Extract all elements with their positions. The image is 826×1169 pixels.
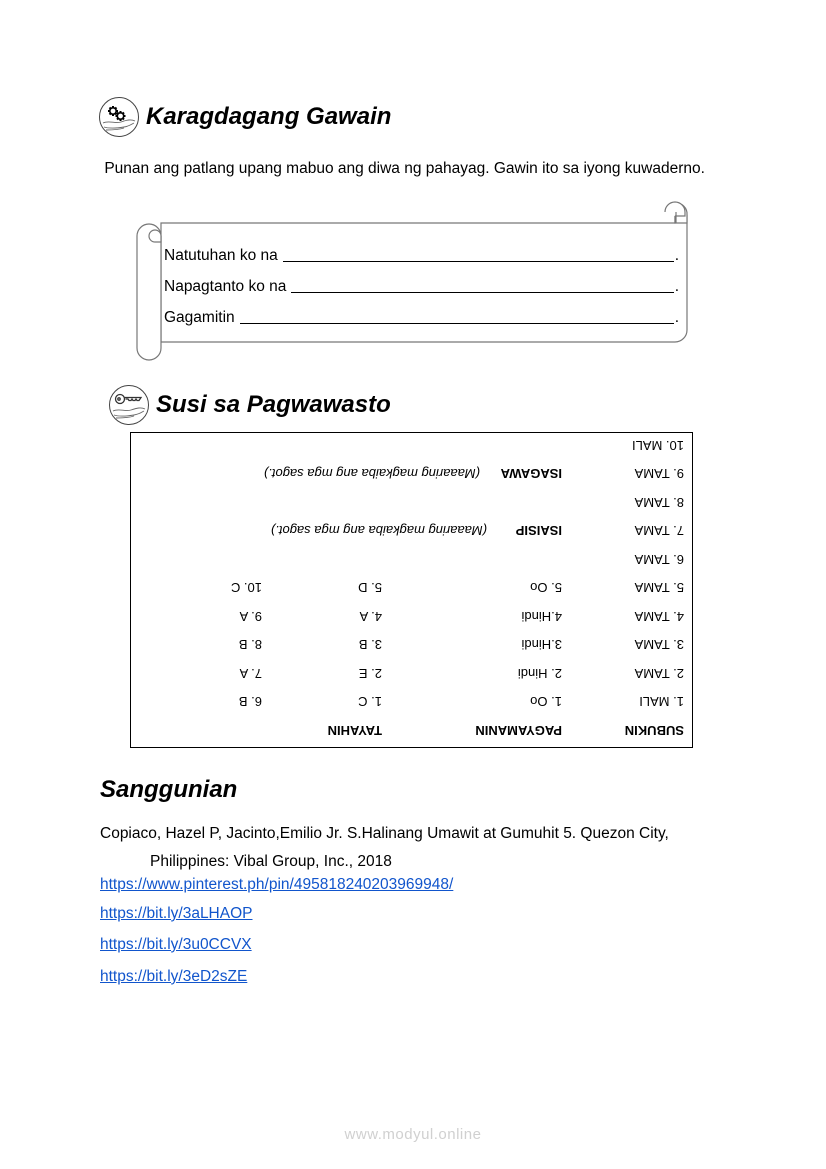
reference-link[interactable]: https://bit.ly/3eD2sZE [100, 968, 248, 985]
citation-line: Copiaco, Hazel P, Jacinto,Emilio Jr. S.Halinang Umawit at Gumuhit 5. Quezon City, [100, 825, 669, 842]
subukin-cell: 7. TAMA [634, 523, 684, 539]
prompt-period: . [674, 309, 679, 326]
answer-key-rotated [131, 433, 692, 747]
pagyamanin-cell: 5. Oo [530, 580, 562, 596]
activity-scroll [133, 198, 693, 368]
reference-link[interactable]: https://www.pinterest.ph/pin/495818240203969948/ [100, 876, 454, 893]
prompt-label: Natutuhan ko na [164, 247, 278, 264]
instructions-text: Punan ang patlang upang mabuo ang diwa ng pahayag. Gawin ito sa iyong kuwaderno. [104, 160, 705, 177]
prompt-line [164, 234, 679, 265]
pagyamanin-cell: 2. Hindi [517, 666, 562, 681]
subukin-cell: 9. TAMA [634, 466, 684, 482]
subukin-cell: 2. TAMA [634, 666, 684, 681]
subukin-cell: 6. TAMA [634, 552, 684, 567]
prompt-line [164, 265, 679, 296]
references-title: Sanggunian [100, 776, 238, 803]
activity-title: Karagdagang Gawain [146, 103, 392, 130]
tayahin-cell-2: 7. A [239, 666, 262, 681]
pagyamanin-cell: 4.Hindi [521, 609, 562, 624]
subukin-cell: 3. TAMA [634, 637, 684, 653]
table-row [131, 688, 692, 717]
prompt-label: Napagtanto ko na [164, 278, 287, 295]
isagawa-note: (Maaaring magkaiba ang mga sagot.) [263, 466, 480, 482]
answer-key-header-row [131, 717, 692, 746]
fill-in-lines [164, 234, 679, 327]
references-citation [100, 820, 740, 876]
tayahin-cell-2: 8. B [238, 637, 262, 653]
subukin-cell: 10. MALI [631, 438, 684, 453]
table-row [131, 631, 692, 660]
table-row [131, 603, 692, 632]
answer-key-heading [108, 384, 391, 426]
table-row [131, 660, 692, 689]
tayahin-cell: 1. C [358, 694, 382, 710]
tayahin-cell-2: 10. C [230, 580, 262, 596]
subukin-cell: 4. TAMA [634, 609, 684, 624]
watermark: www.modyul.online [344, 1126, 482, 1143]
tayahin-cell: 2. E [358, 666, 382, 681]
header-pagyamanin: PAGYAMANIN [475, 723, 562, 738]
prompt-line [164, 296, 679, 327]
tayahin-cell-2: 6. B [238, 694, 262, 710]
table-row [131, 432, 692, 461]
subukin-cell: 5. TAMA [634, 580, 684, 596]
prompt-period: . [674, 247, 679, 264]
table-row [131, 460, 692, 489]
header-subukin: SUBUKIN [624, 723, 684, 738]
answer-blank[interactable] [291, 291, 673, 293]
prompt-label: Gagamitin [164, 309, 235, 326]
pagyamanin-cell: 3.Hindi [521, 637, 562, 653]
table-row [131, 574, 692, 603]
pagyamanin-cell: 1. Oo [530, 694, 562, 710]
prompt-period: . [674, 278, 679, 295]
activity-heading [98, 96, 391, 138]
key-hand-icon [108, 384, 150, 426]
table-row [131, 517, 692, 546]
gears-hand-icon [98, 96, 140, 138]
tayahin-cell: 3. B [358, 637, 382, 653]
subukin-cell: 1. MALI [639, 694, 684, 710]
header-tayahin: TAYAHIN [327, 723, 382, 738]
reference-link[interactable]: https://bit.ly/3u0CCVX [100, 936, 252, 953]
activity-instructions [100, 158, 727, 180]
reference-link[interactable]: https://bit.ly/3aLHAOP [100, 905, 253, 922]
answer-key-title: Susi sa Pagwawasto [156, 391, 391, 418]
table-row [131, 489, 692, 518]
table-row [131, 546, 692, 575]
isaisip-note: (Maaaring magkaiba ang mga sagot.) [270, 523, 487, 539]
isagawa-label: ISAGAWA [500, 466, 562, 482]
answer-blank[interactable] [240, 322, 674, 324]
subukin-cell: 8. TAMA [634, 495, 684, 510]
citation-line: Philippines: Vibal Group, Inc., 2018 [150, 853, 392, 870]
answer-blank[interactable] [283, 260, 674, 262]
tayahin-cell-2: 9. A [239, 609, 262, 624]
tayahin-cell: 5. D [358, 580, 382, 596]
tayahin-cell: 4. A [359, 609, 382, 624]
isaisip-label: ISAISIP [515, 523, 562, 539]
answer-key-table [130, 432, 693, 748]
